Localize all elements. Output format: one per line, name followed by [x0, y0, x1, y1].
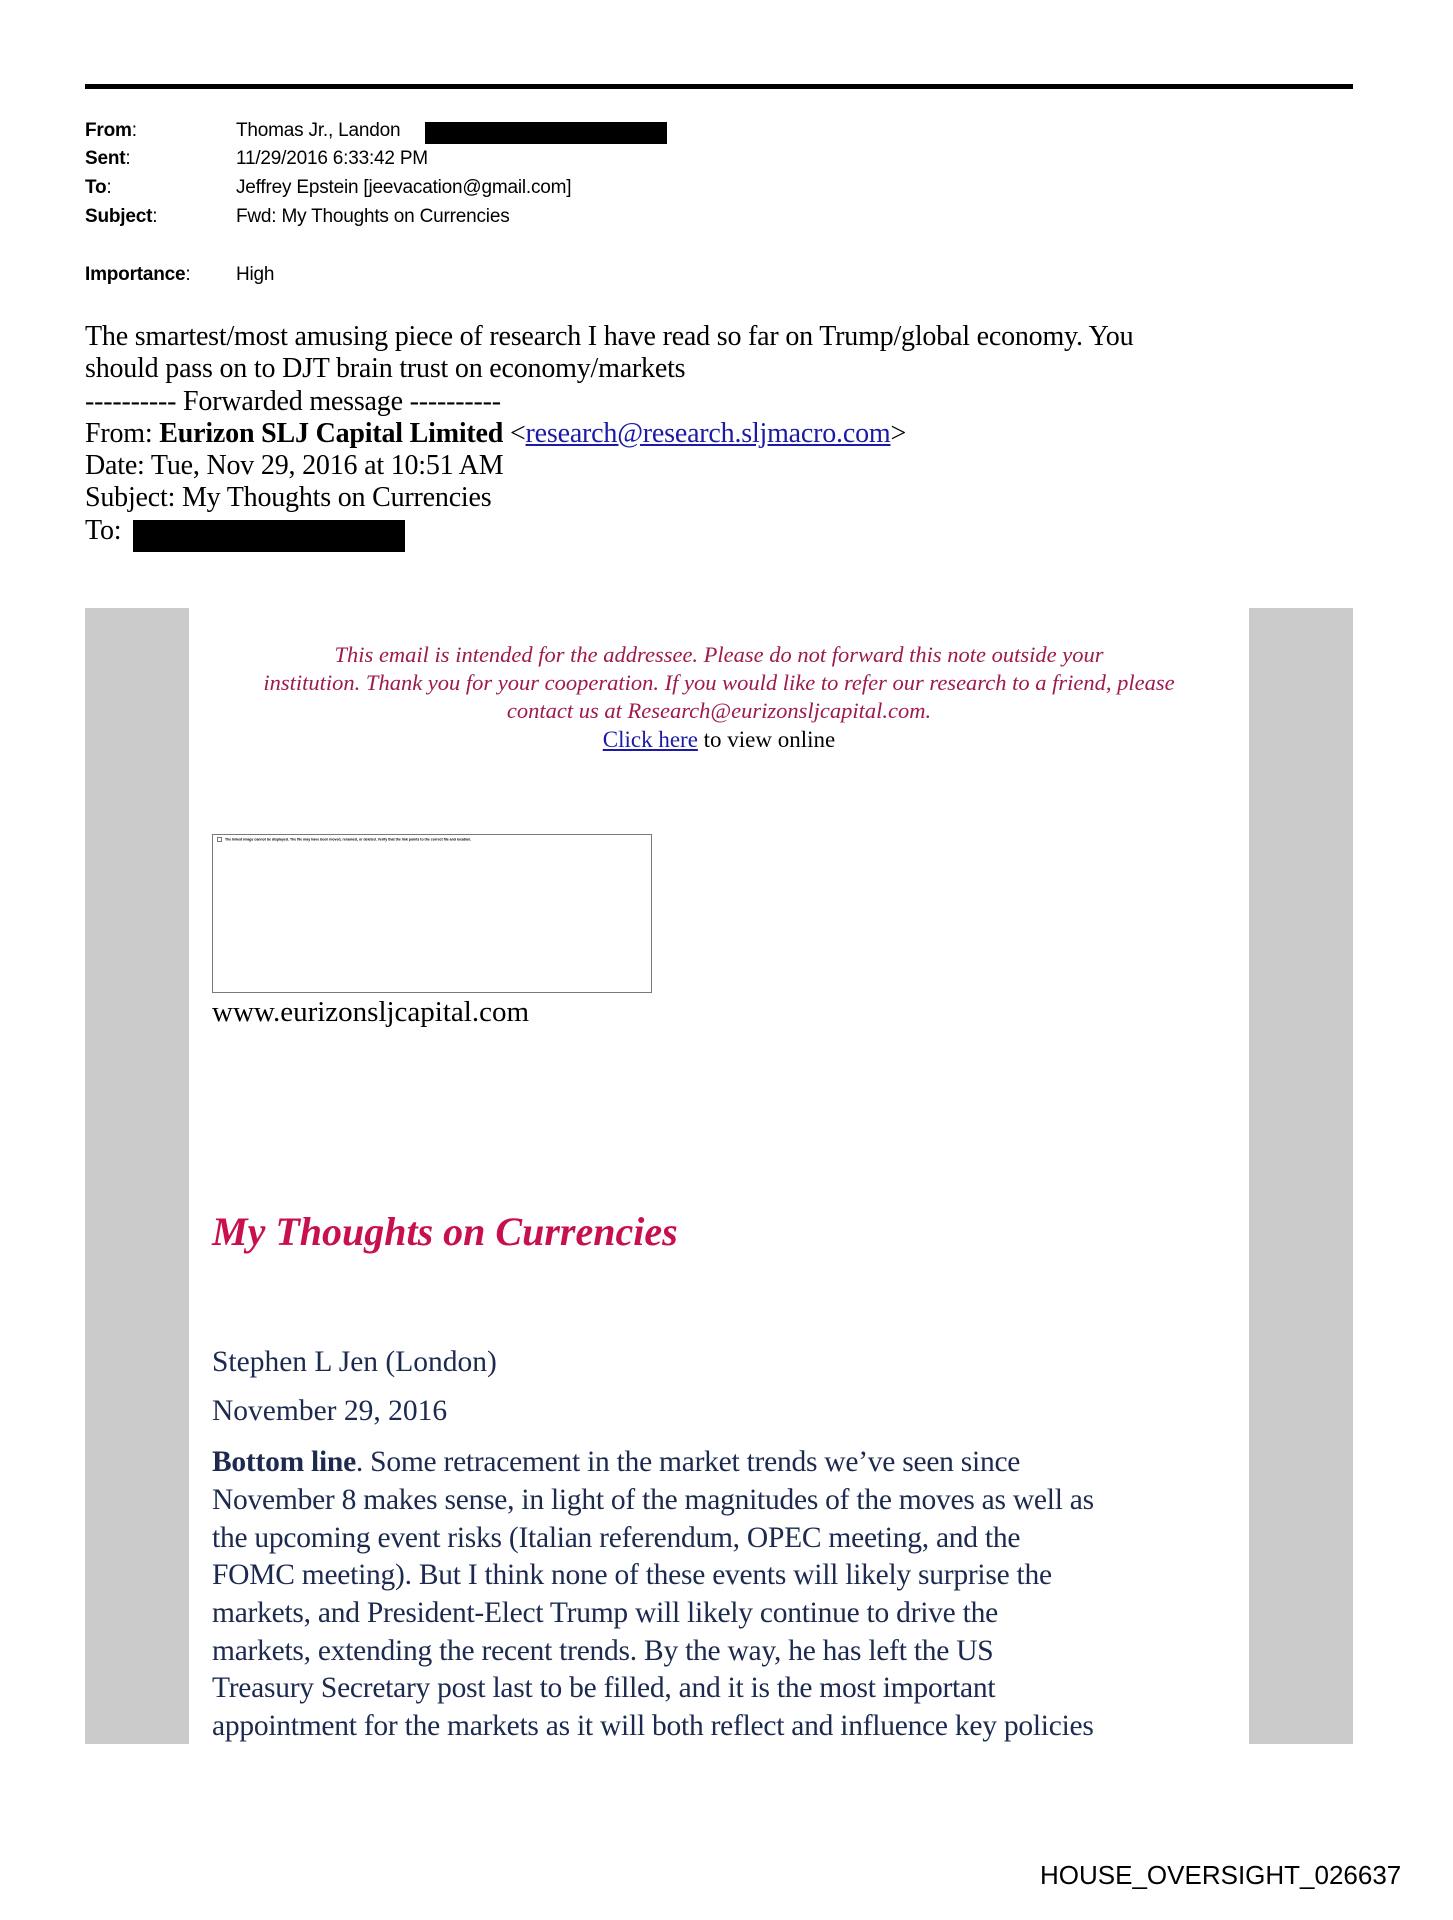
view-online-text: to view online [697, 727, 836, 752]
broken-image-text: The linked image cannot be displayed. The file may have been moved, renamed, or deleted. Verify that the link points to the correct file and location. [225, 837, 472, 842]
colon: : [106, 177, 112, 198]
forwarded-subject: Subject: My Thoughts on Currencies [85, 482, 492, 513]
subject-label [85, 205, 157, 229]
angle-open: < [503, 418, 526, 449]
click-here-link[interactable]: Click here [602, 727, 698, 752]
forwarded-date: Date: Tue, Nov 29, 2016 at 10:51 AM [85, 450, 504, 481]
view-online [189, 726, 1249, 754]
article-date: November 29, 2016 [212, 1395, 448, 1427]
from-value: Thomas Jr., Landon [236, 120, 401, 141]
article-title: My Thoughts on Currencies [212, 1209, 678, 1254]
forwarded-to: To: [85, 515, 122, 546]
bottom-line-label: Bottom line [212, 1446, 356, 1478]
importance-label [85, 263, 191, 287]
paragraph-line: appointment for the markets as it will both reflect and influence key policies [212, 1710, 1094, 1742]
message-line-2: should pass on to DJT brain trust on economy/markets [85, 353, 686, 384]
forwarded-from-email-link[interactable]: research@research.sljmacro.com [525, 418, 891, 449]
sent-label-text: Sent [85, 148, 126, 169]
forwarded-from-name: Eurizon SLJ Capital Limited [159, 418, 504, 449]
bottom-line-period: . [355, 1446, 364, 1478]
paragraph-line: Treasury Secretary post last to be filled, and it is the most important [212, 1672, 996, 1704]
to-label [85, 176, 112, 200]
sent-label [85, 147, 130, 171]
site-url: www.eurizonsljcapital.com [212, 996, 530, 1028]
paragraph-line [212, 1444, 1020, 1480]
colon: : [185, 264, 191, 285]
redaction-from-email [425, 122, 667, 144]
broken-image-icon [217, 837, 222, 842]
redaction-forwarded-to [133, 520, 405, 552]
paragraph-line: November 8 makes sense, in light of the magnitudes of the moves as well as [212, 1484, 1094, 1516]
paragraph-text: Some retracement in the market trends we’ve seen since [363, 1446, 1021, 1478]
from-label [85, 119, 137, 143]
colon: : [152, 206, 158, 227]
paragraph-line: the upcoming event risks (Italian referendum, OPEC meeting, and the [212, 1522, 1021, 1554]
subject-label-text: Subject [85, 206, 153, 227]
forwarded-divider: ---------- Forwarded message ---------- [85, 386, 501, 417]
header-rule [85, 84, 1353, 89]
paragraph-line: markets, extending the recent trends. By the way, he has left the US [212, 1635, 994, 1667]
bates-number: HOUSE_OVERSIGHT_026637 [1040, 1860, 1402, 1890]
disclaimer-line-1: This email is intended for the addressee. Please do not forward this note outside your [334, 642, 1104, 667]
angle-close: > [890, 418, 907, 449]
to-label-text: To [85, 177, 107, 198]
importance-value: High [236, 264, 275, 285]
importance-label-text: Importance [85, 264, 186, 285]
paragraph-line: markets, and President-Elect Trump will likely continue to drive the [212, 1597, 998, 1629]
from-label-text: From [85, 120, 132, 141]
broken-image-placeholder [212, 834, 652, 993]
article-author: Stephen L Jen (London) [212, 1346, 497, 1378]
disclaimer-line-2: institution. Thank you for your cooperation. If you would like to refer our research to a friend, please [263, 670, 1175, 695]
forwarded-from [85, 418, 906, 450]
sent-value: 11/29/2016 6:33:42 PM [236, 148, 428, 169]
disclaimer-line-3: contact us at Research@eurizonsljcapital.com. [506, 698, 932, 723]
to-value: Jeffrey Epstein [jeevacation@gmail.com] [236, 177, 572, 198]
broken-image-message [217, 837, 471, 842]
colon: : [131, 120, 137, 141]
forwarded-from-label: From: [85, 418, 160, 449]
message-line-1: The smartest/most amusing piece of research I have read so far on Trump/global economy. You [85, 321, 1134, 352]
colon: : [125, 148, 131, 169]
paragraph-line: FOMC meeting). But I think none of these events will likely surprise the [212, 1559, 1052, 1591]
subject-value: Fwd: My Thoughts on Currencies [236, 206, 510, 227]
